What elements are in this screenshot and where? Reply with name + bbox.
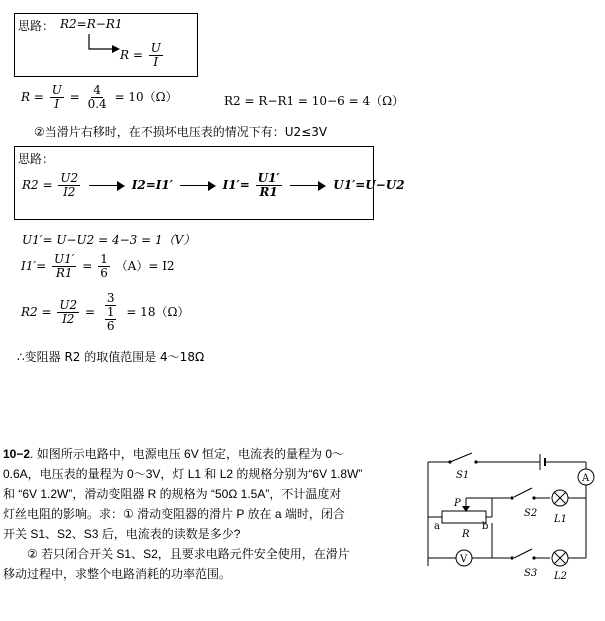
a-label: a — [434, 521, 440, 532]
l2-label: L2 — [554, 571, 568, 582]
ammeter-label: A — [582, 473, 590, 484]
step2-text: ②当滑片右移时，在不损坏电压表的情况下有：U2≤3V — [34, 125, 328, 139]
voltmeter-label: V — [460, 554, 468, 565]
circuit-diagram — [420, 448, 602, 582]
think-label-2: 思路： — [18, 152, 55, 166]
calc1-left: R = $\frac{U}{I}$ = $\frac{4}{0.4}$ = 10（Ω） — [21, 83, 178, 111]
s3-label: S3 — [524, 568, 538, 579]
calc2-current: I1′= $\frac{U1'}{R1}$ = $\frac{1}{6}$ （A）= I2 — [21, 252, 175, 280]
arrow-icon — [180, 181, 216, 191]
conclusion-text: ∴变阻器 R2 的取值范围是 4～18Ω — [17, 350, 205, 364]
think2-chain: R2 = $\frac{U2}{I2}$ I2=I1′ I1′= $\frac{U1'}{R1}$ U1′=U−U2 — [22, 171, 405, 199]
arrow-icon — [89, 181, 125, 191]
think-label-1: 思路： — [18, 19, 55, 33]
b-label: b — [482, 521, 489, 532]
s2-label: S2 — [524, 508, 538, 519]
think1-formula: R2=R−R1 — [60, 17, 123, 31]
r-label: R — [462, 529, 470, 540]
s1-label: S1 — [456, 470, 470, 481]
l1-label: L1 — [554, 514, 568, 525]
think1-target: R = $\frac{U}{I}$ — [120, 41, 161, 69]
calc2-resistance: R2 = $\frac{U2}{I2}$ = $\frac{3}{\frac{1}{6}}$ = 18（Ω） — [21, 291, 190, 333]
think1-bracket-arrow — [84, 34, 120, 56]
p-label: P — [454, 498, 461, 509]
problem-text: 10−2. 如图所示电路中，电源电压 6V 恒定，电流表的量程为 0～ 0.6A，电压表的量程为 0～3V，灯 L1 和 L2 的规格分别为“6V 1.8W” 和 “6V 1.2W”，滑动变阻器 R 的规格为 “50Ω 1.5A”，不计温度对 灯丝电阻的影响。求：① 滑动变阻器的滑片 P 放在 a 端时，闭合 开关 S1、S2、S3 后，电流表的读数是多少? ② 若只闭合开关 S1、S2，且要求电路元件安全使用，在滑片 移动过程中，求整个电路消耗的功率范围。 — [3, 447, 363, 581]
calc2-line1: U1′= U−U2 = 4−3 = 1（V） — [22, 233, 196, 247]
arrow-icon — [290, 181, 326, 191]
calc1-right: R2 = R−R1 = 10−6 = 4（Ω） — [224, 94, 405, 108]
